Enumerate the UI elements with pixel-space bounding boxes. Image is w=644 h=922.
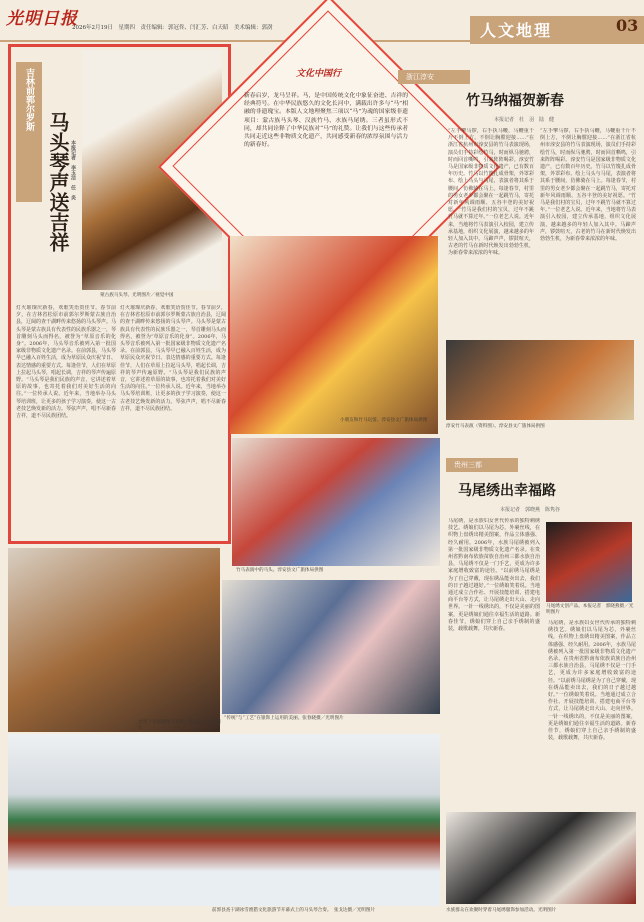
story1-region: 吉林前郭尔罗斯: [24, 68, 34, 131]
story1-byline: 本报记者 李玉洁 任 炎: [70, 140, 76, 200]
bottom-photo-snow: [8, 734, 440, 906]
craft-photo: [8, 548, 220, 732]
page-number: 03: [616, 16, 639, 35]
story2-body-col2: “左手擎马锣，右手执马鞭，马鞭重千斤不倒上方，不倒让胸膛迎接……”在浙江省杭州市淳安县的竹马表演现场，演员们手持彩绘竹马，时而纵马驰骋，时而回首嘶鸣，引来阵阵喝彩。淳安竹马是国家级非物质文化遗产，已有数百年历史。竹马以竹篾扎成骨架，外罩彩布、绘上马头与马尾，表演者将其系于腰间，仿佛骑在马上。每逢春节，村里的男女老少都会聚在一起跳竹马，寄托对新年风调雨顺、五谷丰登的美好祝愿。“竹马是我们村的宝贝，过年不跳竹马就不算过年。”一位老艺人说。近年来，当地将竹马表演引入校园，建立传承基地，组织文化展演，越来越多的年轻人加入其中。马蹄声声，锣鼓喧天，古老的竹马在新时代焕发出勃勃生机，为新春带来浓浓的年味。: [540, 128, 636, 243]
story3-photo-products: [546, 522, 632, 602]
story1-body-col1: 灯火璀璨庆新春，欢歌笑语贺佳节。春节前夕，在吉林省松原市前郭尔罗斯蒙古族自治县，辽阔的查干湖畔传来悠扬的马头琴声。马头琴是蒙古族具有代表性的民族乐器之一，琴首雕刻马头而得名，被誉为“草原音乐的化身”。2006年，马头琴音乐被列入第一批国家级非物质文化遗产名录。在前郭县，马头琴早已融入百姓生活，成为草原民众庆祝节日、表达情感的重要方式。每逢佳节，人们在草原上拉起马头琴，唱起长调，吉祥的琴声传遍原野。“马头琴是我们民族的声音，它讲述着草原的故事，也寄托着我们对美好生活的向往。”一位传承人说。近年来，当地举办马头琴培训班，让更多的孩子学习演奏，使这一古老技艺焕发新的活力。琴弦声声，唱不尽新春吉祥，道不尽民族团结。: [16, 305, 116, 420]
workshop-photo: [222, 580, 440, 714]
story2-photo-caption-3: 竹马表演中的马头。淳安县文广旅体局供图: [236, 568, 324, 573]
story3-body-col1: 马尾绣，是水族妇女世代传承的独特刺绣技艺。绣娘们以马尾为芯，外裹丝线，在织物上盘绣出精美图案，作品立体感强、经久耐用。2006年，水族马尾绣被列入第一批国家级非物质文化遗产名录。在贵州省黔南布依族苗族自治州三都水族自治县，马尾绣不仅是一门手艺，更成为许多家庭增收致富的途径。“以前绣马尾绣是为了自己穿戴，现在绣品能卖出去，我们的日子越过越好。”一位绣娘笑着说。当地通过成立合作社、开展技能培训、搭建电商平台等方式，让马尾绣走出大山、走向世界。一针一线绣出的，不仅是美丽的图案，更是绣娘们通往幸福生活的道路。新春佳节，绣娘们穿上自己亲手绣制的盛装，载歌载舞，共庆新春。: [448, 518, 540, 633]
story3-photo-caption-2: 水族群众在欢聚时穿着马尾绣服饰参加活动。光明图片: [446, 908, 557, 913]
story2-photo-stage: [446, 340, 634, 420]
story2-region: 浙江淳安: [398, 70, 470, 84]
story3-headline: 马尾绣出幸福路: [458, 483, 556, 499]
story3-byline: 本报记者 郭晓燕 陈隽谷: [500, 507, 561, 513]
intro-emblem: 文化中国行: [296, 69, 342, 79]
craft-photo-caption: 台湾兰寺面制作马头琴。富山摄／光明图片: [138, 720, 221, 731]
story2-photo-caption-2: 淳安竹马表演（资料图）。淳安县文广旅体局供图: [446, 424, 545, 429]
section-title: 人文地理: [480, 21, 553, 40]
story2-photo-parade: [232, 438, 440, 566]
story1-body-col2: 灯火璀璨庆新春，欢歌笑语贺佳节。春节前夕，在吉林省松原市前郭尔罗斯蒙古族自治县，辽阔的查干湖畔传来悠扬的马头琴声。马头琴是蒙古族具有代表性的民族乐器之一，琴首雕刻马头而得名，被誉为“草原音乐的化身”。2006年，马头琴音乐被列入第一批国家级非物质文化遗产名录。在前郭县，马头琴早已融入百姓生活，成为草原民众庆祝节日、表达情感的重要方式。每逢佳节，人们在草原上拉起马头琴，唱起长调，吉祥的琴声传遍原野。“马头琴是我们民族的声音，它讲述着草原的故事，也寄托着我们对美好生活的向往。”一位传承人说。近年来，当地举办马头琴培训班，让更多的孩子学习演奏，使这一古老技艺焕发新的活力。琴弦声声，唱不尽新春吉祥，道不尽民族团结。: [120, 305, 226, 412]
story2-headline: 竹马纳福贺新春: [466, 93, 564, 109]
bottom-photo-caption: 前郭县查干湖冰雪渔猎文化旅游节开幕式上的马头琴合奏。 张戈达摄／光明图片: [212, 908, 376, 913]
dateline: 2026年2月19日 星期四 责任编辑：郭冠佟、闫汇芳、白天昭 美术编辑：郭澍: [72, 25, 273, 31]
masthead: 光明日报: [6, 9, 78, 29]
story2-body-col1: “左手擎马锣，右手执马鞭，马鞭重千斤不倒上方，不倒让胸膛迎接……”在浙江省杭州市淳安县的竹马表演现场，演员们手持彩绘竹马，时而纵马驰骋，时而回首嘶鸣，引来阵阵喝彩。淳安竹马是国家级非物质文化遗产，已有数百年历史。竹马以竹篾扎成骨架，外罩彩布、绘上马头与马尾，表演者将其系于腰间，仿佛骑在马上。每逢春节，村里的男女老少都会聚在一起跳竹马，寄托对新年风调雨顺、五谷丰登的美好祝愿。“竹马是我们村的宝贝，过年不跳竹马就不算过年。”一位老艺人说。近年来，当地将竹马表演引入校园，建立传承基地，组织文化展演，越来越多的年轻人加入其中。马蹄声声，锣鼓喧天，古老的竹马在新时代焕发出勃勃生机，为新春带来浓浓的年味。: [448, 128, 534, 257]
intro-text: 新春启岁，龙马呈祥。马，是中国传统文化中象征奋进、吉祥的经典符号。在中华民族悠久的文化长河中，满载出许多与“马”相融的非遗瑰宝。本版人文地理聚焦三项以“马”为魂的国家级非遗项目：蒙古族马头琴、汉族竹马、水族马尾绣。三者虽形式不同，却共同诠释了中华民族对“马”的礼赞。让我们与这些传承者共同走近这些非物质文化遗产，共同感受新春的浓厚氛围与活力的新春好。: [244, 93, 408, 149]
story1-region-bar: [16, 62, 42, 202]
story3-photo-caption-1: 马尾绣文创产品。本报记者 郭晓燕摄／光明图片: [546, 604, 634, 615]
story3-body-col2: 马尾绣，是水族妇女世代传承的独特刺绣技艺。绣娘们以马尾为芯，外裹丝线，在织物上盘绣出精美图案，作品立体感强、经久耐用。2006年，水族马尾绣被列入第一批国家级非物质文化遗产名录。在贵州省黔南布依族苗族自治州三都水族自治县，马尾绣不仅是一门手艺，更成为许多家庭增收致富的途径。“以前绣马尾绣是为了自己穿戴，现在绣品能卖出去，我们的日子越过越好。”一位绣娘笑着说。当地通过成立合作社、开展技能培训、搭建电商平台等方式，让马尾绣走出大山、走向世界。一针一线绣出的，不仅是美丽的图案，更是绣娘们通往幸福生活的道路。新春佳节，绣娘们穿上自己亲手绣制的盛装，载歌载舞，共庆新春。: [548, 620, 636, 742]
story1-headline: 马头琴声送吉祥: [46, 112, 70, 252]
story2-byline: 本报记者 杜 羽 陆 健: [494, 117, 555, 123]
story3-photo-people: [446, 812, 636, 904]
workshop-photo-caption: “传统”与“工艺”在银饰上运用的美丽。张春晓摄／光明图片: [224, 716, 344, 721]
story2-photo-caption-1: 小朋友和竹马玩耍。淳安县文广旅体局供图: [340, 418, 428, 423]
story3-region: 贵州三都: [446, 458, 518, 472]
story2-photo-child: [230, 236, 438, 434]
story1-photo-caption: 蒙古族马头琴。光明图片／视觉中国: [100, 293, 174, 298]
